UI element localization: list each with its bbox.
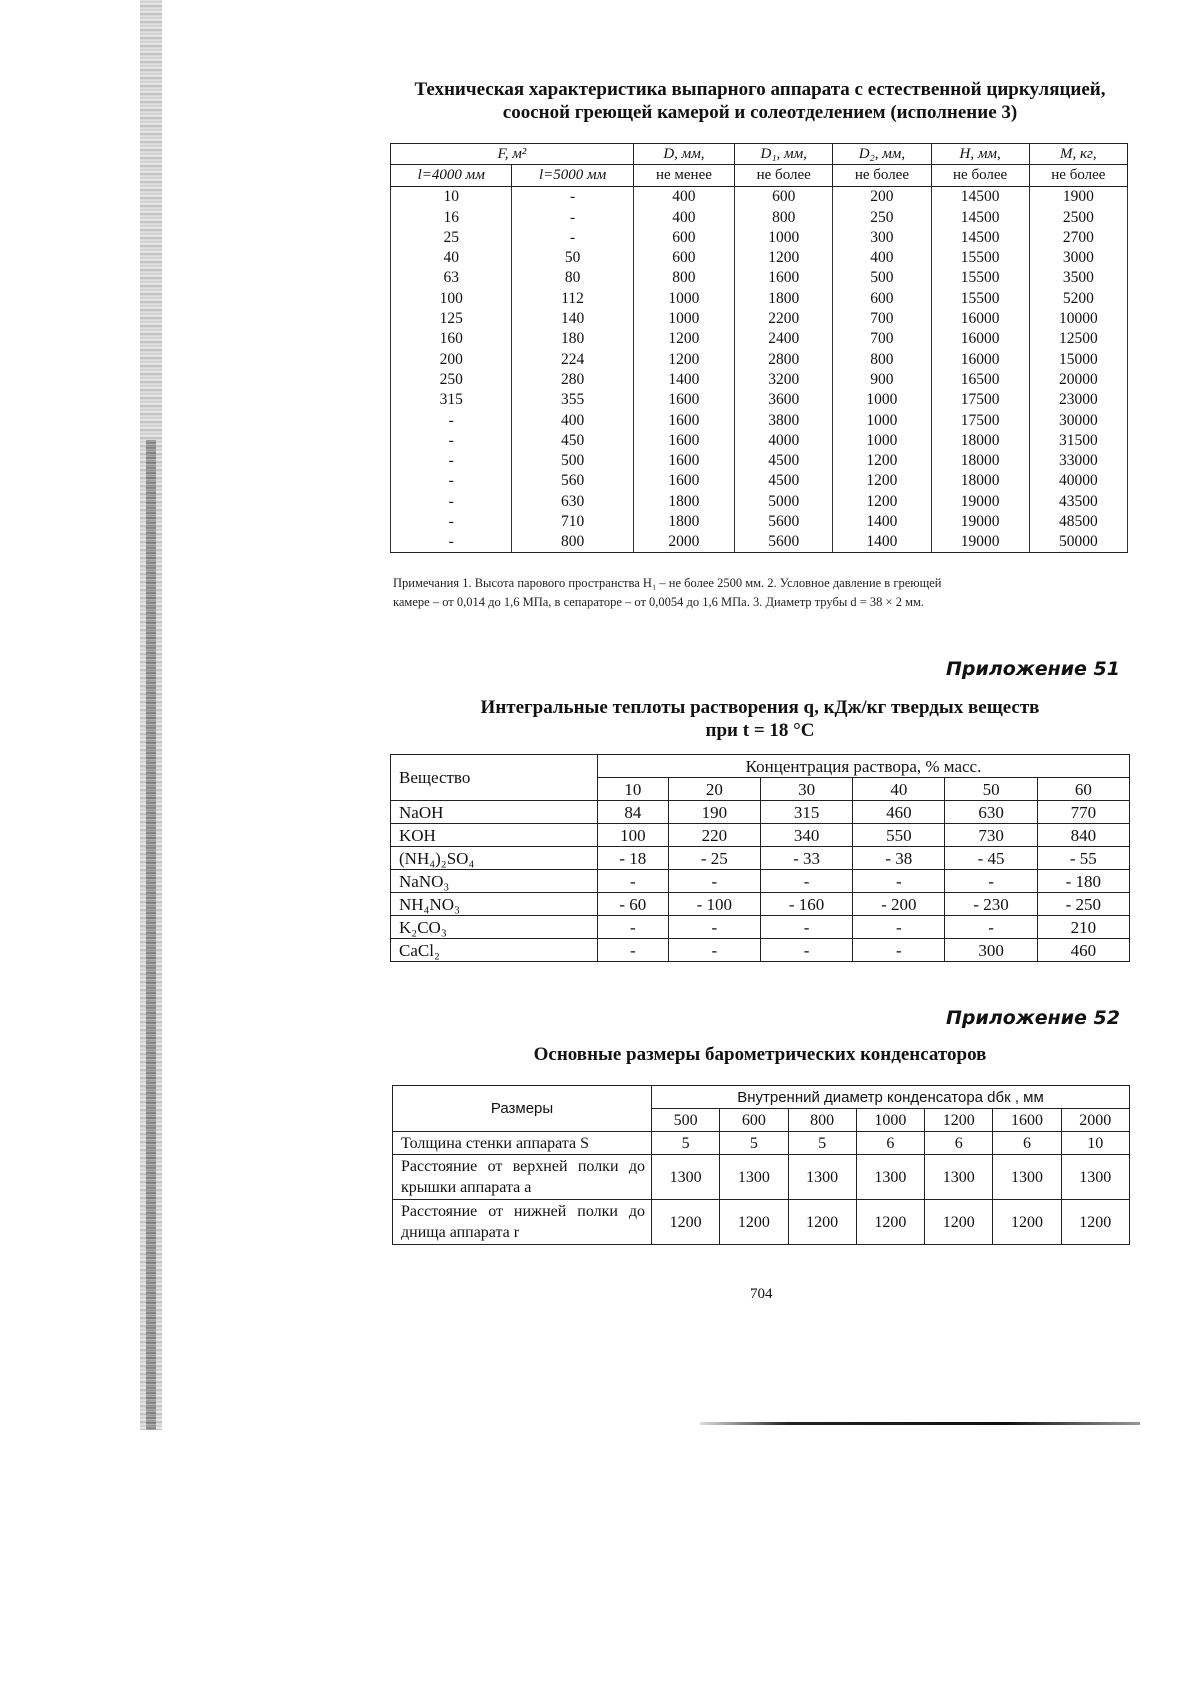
table-cell: - bbox=[760, 916, 852, 939]
table-row bbox=[393, 1155, 1130, 1200]
table-cell: 1200 bbox=[735, 247, 833, 267]
table-cell: 5 bbox=[720, 1132, 788, 1155]
table-cell: 43500 bbox=[1029, 491, 1127, 511]
table-cell: 300 bbox=[833, 227, 931, 247]
table-cell: 400 bbox=[633, 207, 734, 227]
table-row bbox=[391, 329, 1128, 349]
table-cell: - bbox=[853, 916, 945, 939]
table-cell: 190 bbox=[668, 801, 760, 824]
table-cell: 3200 bbox=[735, 369, 833, 389]
table-cell: 600 bbox=[633, 247, 734, 267]
table-cell: 5 bbox=[788, 1132, 856, 1155]
table-cell: 23000 bbox=[1029, 390, 1127, 410]
table-cell: 3600 bbox=[735, 390, 833, 410]
table-row bbox=[391, 824, 1130, 847]
table-cell: 2800 bbox=[735, 349, 833, 369]
table-cell: 5200 bbox=[1029, 288, 1127, 308]
header-diameter: 500 bbox=[652, 1109, 720, 1132]
table-cell: - bbox=[945, 870, 1037, 893]
table-cell: 730 bbox=[945, 824, 1037, 847]
table-cell: 400 bbox=[512, 410, 633, 430]
table-cell: 4000 bbox=[735, 430, 833, 450]
table-cell: 300 bbox=[945, 939, 1037, 962]
table-cell: 5600 bbox=[735, 532, 833, 553]
table-cell: - 45 bbox=[945, 847, 1037, 870]
page-number: 704 bbox=[750, 1286, 773, 1302]
substance-name: CaCl₂ bbox=[391, 939, 598, 962]
table-cell: 550 bbox=[853, 824, 945, 847]
table-cell: 1200 bbox=[833, 450, 931, 470]
table-cell: - 100 bbox=[668, 893, 760, 916]
table-cell: 63 bbox=[391, 268, 512, 288]
header-concentration: 20 bbox=[668, 778, 760, 801]
table-cell: - 25 bbox=[668, 847, 760, 870]
table-cell: 400 bbox=[833, 247, 931, 267]
table-cell: 40000 bbox=[1029, 471, 1127, 491]
table-cell: 1000 bbox=[633, 288, 734, 308]
table-cell: 5000 bbox=[735, 491, 833, 511]
table-cell: 18000 bbox=[931, 430, 1029, 450]
table-cell: 1000 bbox=[735, 227, 833, 247]
table-cell: 1300 bbox=[925, 1155, 993, 1200]
table-cell: 1200 bbox=[652, 1200, 720, 1245]
header-concentration: 30 bbox=[760, 778, 852, 801]
table-cell: 600 bbox=[633, 227, 734, 247]
table-cell: 1300 bbox=[788, 1155, 856, 1200]
header-diameter: 1000 bbox=[856, 1109, 924, 1132]
table-cell: 30000 bbox=[1029, 410, 1127, 430]
table-cell: - bbox=[668, 870, 760, 893]
header-D2-sub: не более bbox=[833, 165, 931, 186]
table-cell: 16500 bbox=[931, 369, 1029, 389]
table-cell: 460 bbox=[853, 801, 945, 824]
table-cell: 1300 bbox=[993, 1155, 1061, 1200]
table-cell: 12500 bbox=[1029, 329, 1127, 349]
table-cell: 800 bbox=[512, 532, 633, 553]
header-diameter: 1600 bbox=[993, 1109, 1061, 1132]
table-row bbox=[391, 471, 1128, 491]
table-cell: 18000 bbox=[931, 471, 1029, 491]
table-cell: 315 bbox=[760, 801, 852, 824]
table-cell: - bbox=[760, 939, 852, 962]
header-diameter-group: Внутренний диаметр конденсатора dбк , мм bbox=[652, 1086, 1130, 1109]
header-diameter: 2000 bbox=[1061, 1109, 1129, 1132]
table-cell: 1400 bbox=[833, 511, 931, 531]
table-row bbox=[391, 288, 1128, 308]
table-cell: 50 bbox=[512, 247, 633, 267]
table-row bbox=[391, 430, 1128, 450]
table1-title-line2: соосной греющей камерой и солеотделением (исполнение 3) bbox=[502, 102, 1018, 123]
table-row bbox=[391, 308, 1128, 328]
header-H: H, мм, bbox=[931, 144, 1029, 165]
table-cell: 630 bbox=[512, 491, 633, 511]
table-cell: 100 bbox=[391, 288, 512, 308]
table-cell: 48500 bbox=[1029, 511, 1127, 531]
table-row bbox=[391, 939, 1130, 962]
table-cell: 250 bbox=[391, 369, 512, 389]
table-cell: 33000 bbox=[1029, 450, 1127, 470]
table-row bbox=[391, 870, 1130, 893]
table-cell: - bbox=[945, 916, 1037, 939]
table1-title bbox=[380, 78, 1140, 124]
table-cell: 770 bbox=[1037, 801, 1129, 824]
barometric-condenser-table bbox=[392, 1085, 1130, 1245]
table-cell: 19000 bbox=[931, 511, 1029, 531]
table-cell: - bbox=[391, 491, 512, 511]
table-cell: - 33 bbox=[760, 847, 852, 870]
table-row bbox=[391, 532, 1128, 553]
table-cell: 220 bbox=[668, 824, 760, 847]
table-cell: - bbox=[598, 939, 669, 962]
table-cell: 5 bbox=[652, 1132, 720, 1155]
heat-of-solution-table bbox=[390, 754, 1130, 962]
header-sizes: Размеры bbox=[393, 1086, 652, 1132]
table-cell: 14500 bbox=[931, 227, 1029, 247]
table-cell: 160 bbox=[391, 329, 512, 349]
table-cell: 1300 bbox=[1061, 1155, 1129, 1200]
table-cell: 1200 bbox=[720, 1200, 788, 1245]
table-cell: - bbox=[668, 939, 760, 962]
substance-name: NH₄NO₃ bbox=[391, 893, 598, 916]
table-cell: 2200 bbox=[735, 308, 833, 328]
size-name: Расстояние от верхней полки до крышки аппарата a bbox=[393, 1155, 652, 1200]
table-cell: 1600 bbox=[633, 471, 734, 491]
table-cell: 1200 bbox=[633, 349, 734, 369]
substance-name: NaOH bbox=[391, 801, 598, 824]
table-cell: - bbox=[853, 939, 945, 962]
table-cell: - 18 bbox=[598, 847, 669, 870]
table-cell: 200 bbox=[833, 186, 931, 207]
table-cell: 3800 bbox=[735, 410, 833, 430]
table-cell: 1600 bbox=[735, 268, 833, 288]
table-cell: 6 bbox=[925, 1132, 993, 1155]
table-cell: 10 bbox=[391, 186, 512, 207]
table-cell: 15500 bbox=[931, 268, 1029, 288]
table-cell: 1300 bbox=[856, 1155, 924, 1200]
table-cell: 3500 bbox=[1029, 268, 1127, 288]
table-cell: - bbox=[391, 532, 512, 553]
header-concentration: 60 bbox=[1037, 778, 1129, 801]
table-cell: 1300 bbox=[652, 1155, 720, 1200]
table-row bbox=[391, 207, 1128, 227]
table-cell: - 60 bbox=[598, 893, 669, 916]
table-row bbox=[391, 511, 1128, 531]
table-cell: 560 bbox=[512, 471, 633, 491]
table-row bbox=[391, 801, 1130, 824]
table-cell: 1200 bbox=[788, 1200, 856, 1245]
table-cell: - 200 bbox=[853, 893, 945, 916]
header-M: M, кг, bbox=[1029, 144, 1127, 165]
header-D-sub: не менее bbox=[633, 165, 734, 186]
table-cell: 140 bbox=[512, 308, 633, 328]
table1-title-line1: Техническая характеристика выпарного аппарата с естественной циркуляцией, bbox=[414, 79, 1106, 100]
table-cell: - 180 bbox=[1037, 870, 1129, 893]
table-cell: 340 bbox=[760, 824, 852, 847]
substance-name: K₂CO₃ bbox=[391, 916, 598, 939]
table2-title-line1: Интегральные теплоты растворения q, кДж/кг твердых веществ bbox=[480, 697, 1040, 718]
header-D1: D₁, мм, bbox=[735, 144, 833, 165]
table-cell: 800 bbox=[833, 349, 931, 369]
header-D2: D₂, мм, bbox=[833, 144, 931, 165]
header-substance: Вещество bbox=[391, 755, 598, 801]
table-cell: 17500 bbox=[931, 410, 1029, 430]
table-cell: 600 bbox=[735, 186, 833, 207]
table-cell: 600 bbox=[833, 288, 931, 308]
table-row bbox=[393, 1200, 1130, 1245]
table-cell: - 55 bbox=[1037, 847, 1129, 870]
table2-title bbox=[380, 696, 1140, 742]
table-cell: 1200 bbox=[1061, 1200, 1129, 1245]
table-cell: 2400 bbox=[735, 329, 833, 349]
table-row bbox=[393, 1132, 1130, 1155]
table-cell: 280 bbox=[512, 369, 633, 389]
header-diameter: 600 bbox=[720, 1109, 788, 1132]
table-cell: 710 bbox=[512, 511, 633, 531]
table-cell: 16000 bbox=[931, 329, 1029, 349]
table-cell: 1900 bbox=[1029, 186, 1127, 207]
table-cell: 3000 bbox=[1029, 247, 1127, 267]
table-cell: 15500 bbox=[931, 247, 1029, 267]
table-cell: 1000 bbox=[833, 390, 931, 410]
table-cell: 1200 bbox=[833, 491, 931, 511]
table-cell: - bbox=[391, 511, 512, 531]
header-concentration: 50 bbox=[945, 778, 1037, 801]
table-cell: 460 bbox=[1037, 939, 1129, 962]
table-cell: - bbox=[598, 916, 669, 939]
header-F-l4000: l=4000 мм bbox=[391, 165, 512, 186]
table-cell: 1400 bbox=[633, 369, 734, 389]
table-cell: - 230 bbox=[945, 893, 1037, 916]
appendix-51-heading: Приложение 51 bbox=[946, 658, 1120, 680]
table-cell: - bbox=[760, 870, 852, 893]
table-cell: 2000 bbox=[633, 532, 734, 553]
table-cell: 6 bbox=[993, 1132, 1061, 1155]
table-cell: - bbox=[512, 186, 633, 207]
header-D: D, мм, bbox=[633, 144, 734, 165]
table-cell: 1800 bbox=[633, 491, 734, 511]
header-D1-sub: не более bbox=[735, 165, 833, 186]
table-row bbox=[391, 847, 1130, 870]
table-cell: - 250 bbox=[1037, 893, 1129, 916]
table-cell: 630 bbox=[945, 801, 1037, 824]
header-H-sub: не более bbox=[931, 165, 1029, 186]
table-cell: - bbox=[598, 870, 669, 893]
table-cell: 4500 bbox=[735, 450, 833, 470]
table-row bbox=[391, 268, 1128, 288]
table-row bbox=[391, 349, 1128, 369]
scan-edge-artifact-dark bbox=[146, 440, 156, 1430]
evaporator-spec-table bbox=[390, 143, 1128, 553]
table-cell: 1200 bbox=[633, 329, 734, 349]
table-cell: 1000 bbox=[833, 410, 931, 430]
table-cell: 1200 bbox=[833, 471, 931, 491]
table-row bbox=[391, 893, 1130, 916]
table-cell: 20000 bbox=[1029, 369, 1127, 389]
table-cell: 250 bbox=[833, 207, 931, 227]
header-F: F, м² bbox=[391, 144, 634, 165]
table-cell: 14500 bbox=[931, 186, 1029, 207]
table-row bbox=[391, 369, 1128, 389]
size-name: Толщина стенки аппарата S bbox=[393, 1132, 652, 1155]
table-cell: - bbox=[391, 430, 512, 450]
table-cell: - bbox=[668, 916, 760, 939]
header-diameter: 800 bbox=[788, 1109, 856, 1132]
table-cell: 19000 bbox=[931, 491, 1029, 511]
table-cell: - bbox=[512, 227, 633, 247]
substance-name: (NH₄)₂SO₄ bbox=[391, 847, 598, 870]
table-cell: 1200 bbox=[925, 1200, 993, 1245]
table-cell: 112 bbox=[512, 288, 633, 308]
table-cell: 1200 bbox=[856, 1200, 924, 1245]
table-cell: 1600 bbox=[633, 410, 734, 430]
table-cell: 210 bbox=[1037, 916, 1129, 939]
table3-title: Основные размеры барометрических конденсаторов bbox=[533, 1044, 987, 1065]
table-cell: 25 bbox=[391, 227, 512, 247]
table-row bbox=[391, 227, 1128, 247]
table-cell: 1200 bbox=[993, 1200, 1061, 1245]
table-cell: - bbox=[391, 471, 512, 491]
table-row bbox=[391, 410, 1128, 430]
table-cell: 2500 bbox=[1029, 207, 1127, 227]
table-cell: 1600 bbox=[633, 390, 734, 410]
table-cell: 50000 bbox=[1029, 532, 1127, 553]
table-cell: 900 bbox=[833, 369, 931, 389]
table-cell: 2700 bbox=[1029, 227, 1127, 247]
substance-name: KOH bbox=[391, 824, 598, 847]
table-cell: 16000 bbox=[931, 308, 1029, 328]
table-cell: 6 bbox=[856, 1132, 924, 1155]
table-cell: 1600 bbox=[633, 430, 734, 450]
table-cell: - 160 bbox=[760, 893, 852, 916]
table-cell: 5600 bbox=[735, 511, 833, 531]
header-concentration-group: Концентрация раствора, % масс. bbox=[598, 755, 1130, 778]
header-M-sub: не более bbox=[1029, 165, 1127, 186]
size-name: Расстояние от нижней полки до днища аппарата r bbox=[393, 1200, 652, 1245]
table-row bbox=[391, 390, 1128, 410]
table-cell: 17500 bbox=[931, 390, 1029, 410]
table-cell: 4500 bbox=[735, 471, 833, 491]
appendix-52-heading: Приложение 52 bbox=[946, 1007, 1120, 1029]
table-cell: 18000 bbox=[931, 450, 1029, 470]
table-cell: 125 bbox=[391, 308, 512, 328]
table-cell: 450 bbox=[512, 430, 633, 450]
table-cell: 15000 bbox=[1029, 349, 1127, 369]
table1-note bbox=[393, 574, 1128, 612]
table-row bbox=[391, 247, 1128, 267]
table-row bbox=[391, 450, 1128, 470]
table-cell: 1800 bbox=[735, 288, 833, 308]
table-cell: 400 bbox=[633, 186, 734, 207]
table-cell: 1800 bbox=[633, 511, 734, 531]
table-cell: 1000 bbox=[833, 430, 931, 450]
scan-bottom-line bbox=[700, 1422, 1140, 1425]
table-cell: - bbox=[853, 870, 945, 893]
table-cell: 19000 bbox=[931, 532, 1029, 553]
table-cell: 31500 bbox=[1029, 430, 1127, 450]
table-cell: 700 bbox=[833, 329, 931, 349]
table-cell: 500 bbox=[833, 268, 931, 288]
table-cell: 15500 bbox=[931, 288, 1029, 308]
table-cell: 840 bbox=[1037, 824, 1129, 847]
table-row bbox=[391, 186, 1128, 207]
table-cell: - bbox=[391, 410, 512, 430]
header-diameter: 1200 bbox=[925, 1109, 993, 1132]
table-cell: 14500 bbox=[931, 207, 1029, 227]
table-cell: 10000 bbox=[1029, 308, 1127, 328]
table-cell: 800 bbox=[735, 207, 833, 227]
table-cell: 500 bbox=[512, 450, 633, 470]
table-cell: 800 bbox=[633, 268, 734, 288]
table-cell: 16000 bbox=[931, 349, 1029, 369]
table-row bbox=[391, 916, 1130, 939]
table-cell: - 38 bbox=[853, 847, 945, 870]
header-concentration: 40 bbox=[853, 778, 945, 801]
note-line2: камере – от 0,014 до 1,6 МПа, в сепараторе – от 0,0054 до 1,6 МПа. 3. Диаметр трубы d = 38 × 2 мм. bbox=[393, 595, 925, 609]
table-cell: 40 bbox=[391, 247, 512, 267]
table-cell: 80 bbox=[512, 268, 633, 288]
table-cell: 84 bbox=[598, 801, 669, 824]
table-cell: 355 bbox=[512, 390, 633, 410]
table-cell: 1300 bbox=[720, 1155, 788, 1200]
table-cell: 16 bbox=[391, 207, 512, 227]
table-cell: 1000 bbox=[633, 308, 734, 328]
table-cell: 100 bbox=[598, 824, 669, 847]
table-cell: 224 bbox=[512, 349, 633, 369]
table-row bbox=[391, 491, 1128, 511]
table-cell: 1600 bbox=[633, 450, 734, 470]
table-cell: 180 bbox=[512, 329, 633, 349]
table-cell: 1400 bbox=[833, 532, 931, 553]
note-line1: Примечания 1. Высота парового пространства H₁ – не более 2500 мм. 2. Условное давление в греющей bbox=[393, 576, 942, 590]
table-cell: - bbox=[512, 207, 633, 227]
table-cell: 200 bbox=[391, 349, 512, 369]
table-cell: 10 bbox=[1061, 1132, 1129, 1155]
table-cell: - bbox=[391, 450, 512, 470]
table-cell: 315 bbox=[391, 390, 512, 410]
header-concentration: 10 bbox=[598, 778, 669, 801]
table-cell: 700 bbox=[833, 308, 931, 328]
substance-name: NaNO₃ bbox=[391, 870, 598, 893]
table2-title-line2: при t = 18 °C bbox=[705, 720, 815, 741]
header-F-l5000: l=5000 мм bbox=[512, 165, 633, 186]
